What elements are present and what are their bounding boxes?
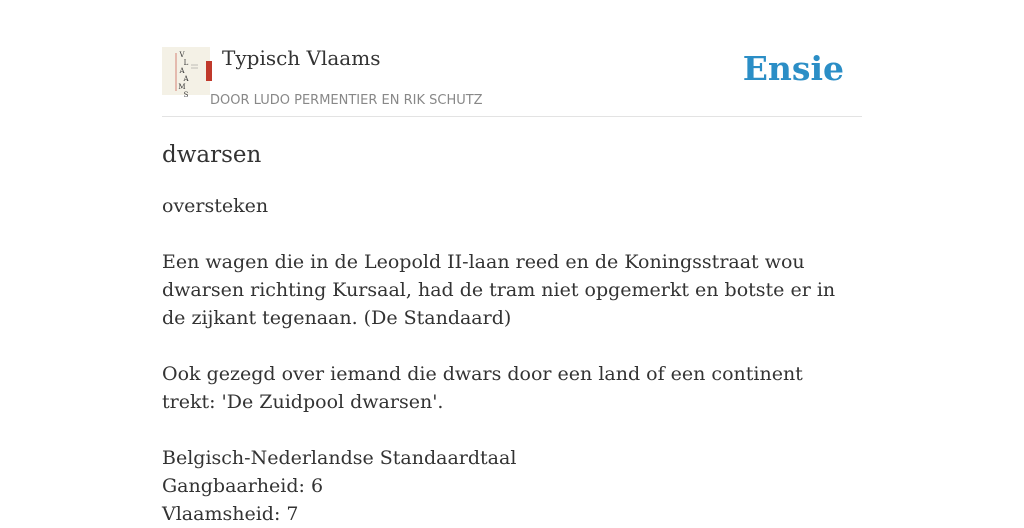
logo-letter: A bbox=[183, 75, 189, 83]
dictionary-authors: DOOR LUDO PERMENTIER EN RIK SCHUTZ bbox=[210, 93, 483, 108]
entry-note: Ook gezegd over iemand die dwars door een land of een continent trekt: 'De Zuidpool dwarsen'. bbox=[162, 363, 803, 413]
entry-vlaamsheid: Vlaamsheid: 7 bbox=[162, 503, 299, 525]
entry-example: Een wagen die in de Leopold II-laan reed en de Koningsstraat wou dwarsen richting Kursaal, had de tram niet opgemerkt en botste er in de zijkant tegenaan. (De Standaard) bbox=[162, 251, 836, 329]
logo-letter: V bbox=[179, 51, 185, 59]
entry-content bbox=[162, 140, 862, 528]
dictionary-title[interactable]: Typisch Vlaams bbox=[222, 46, 381, 70]
entry-category: Belgisch-Nederlandse Standaardtaal bbox=[162, 447, 517, 469]
logo-letter: M bbox=[178, 83, 186, 91]
entry-definition: oversteken bbox=[162, 195, 269, 217]
logo-letter: S bbox=[183, 91, 189, 99]
entry-term: dwarsen bbox=[162, 142, 262, 168]
dictionary-logo-icon[interactable] bbox=[162, 47, 210, 99]
entry-gangbaarheid: Gangbaarheid: 6 bbox=[162, 475, 324, 497]
typisch-vlaams-logo-icon bbox=[162, 47, 210, 99]
logo-letter: L bbox=[183, 59, 189, 67]
entry-meta bbox=[162, 444, 862, 528]
ensie-logo[interactable]: Ensie bbox=[742, 49, 844, 88]
site-header bbox=[162, 0, 862, 117]
logo-letter: A bbox=[179, 67, 185, 75]
